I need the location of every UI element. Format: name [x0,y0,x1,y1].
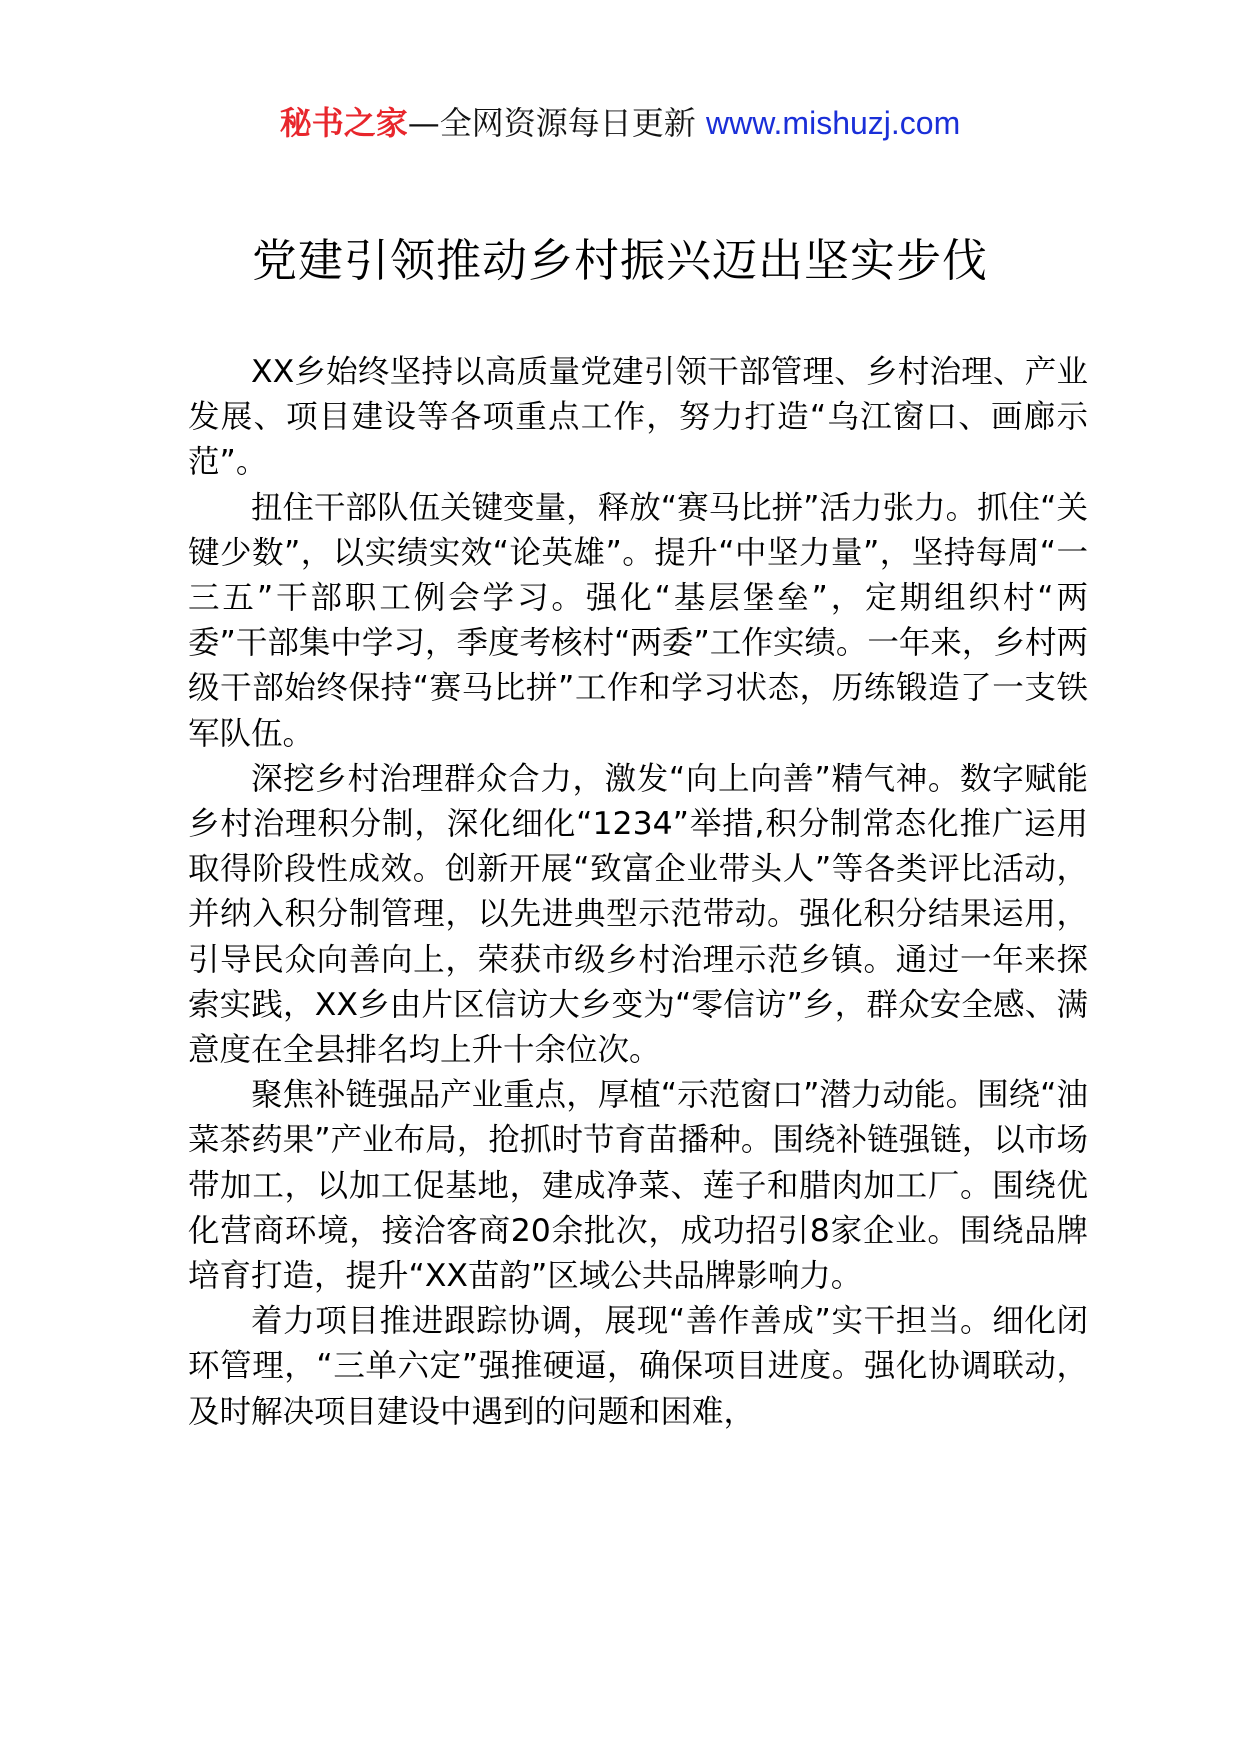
paragraph-intro: XX乡始终坚持以高质量党建引领干部管理、乡村治理、产业发展、项目建设等各项重点工作，努力打造“乌江窗口、画廊示范”。 [188,354,1088,481]
document-body [188,350,1088,1435]
paragraph-cadres: 扭住干部队伍关键变量，释放“赛马比拼”活力张力。抓住“关键少数”，以实绩实效“论英雄”。提升“中坚力量”，坚持每周“一三五”干部职工例会学习。强化“基层堡垒”，定期组织村“两委”干部集中学习，季度考核村“两委”工作实绩。一年来，乡村两级干部始终保持“赛马比拼”工作和学习状态，历练锻造了一支铁军队伍。 [188,489,1088,752]
paragraph-industry: 聚焦补链强品产业重点，厚植“示范窗口”潜力动能。围绕“油菜茶药果”产业布局，抢抓时节育苗播种。围绕补链强链，以市场带加工，以加工促基地，建成净菜、莲子和腊肉加工厂。围绕优化营商环境，接洽客商20余批次，成功招引8家企业。围绕品牌培育打造，提升“XX苗韵”区域公共品牌影响力。 [188,1077,1088,1295]
document-title: 党建引领推动乡村振兴迈出坚实步伐 [251,234,988,287]
paragraph-projects: 着力项目推进跟踪协调，展现“善作善成”实干担当。细化闭环管理，“三单六定”强推硬逼，确保项目进度。强化协调联动，及时解决项目建设中遇到的问题和困难， [188,1303,1088,1430]
brand-name: 秘书之家 [279,104,408,142]
paragraph-governance: 深挖乡村治理群众合力，激发“向上向善”精气神。数字赋能乡村治理积分制，深化细化“1234”举措,积分制常态化推广运用取得阶段性成效。创新开展“致富企业带头人”等各类评比活动，并纳入积分制管理，以先进典型示范带动。强化积分结果运用，引导民众向善向上，荣获市级乡村治理示范乡镇。通过一年来探索实践，XX乡由片区信访大乡变为“零信访”乡，群众安全感、满意度在全县排名均上升十余位次。 [188,760,1088,1069]
site-url-link[interactable]: www.mishuzj.com [705,105,961,141]
site-header [0,98,1240,148]
header-slogan: —全网资源每日更新 [407,104,706,142]
